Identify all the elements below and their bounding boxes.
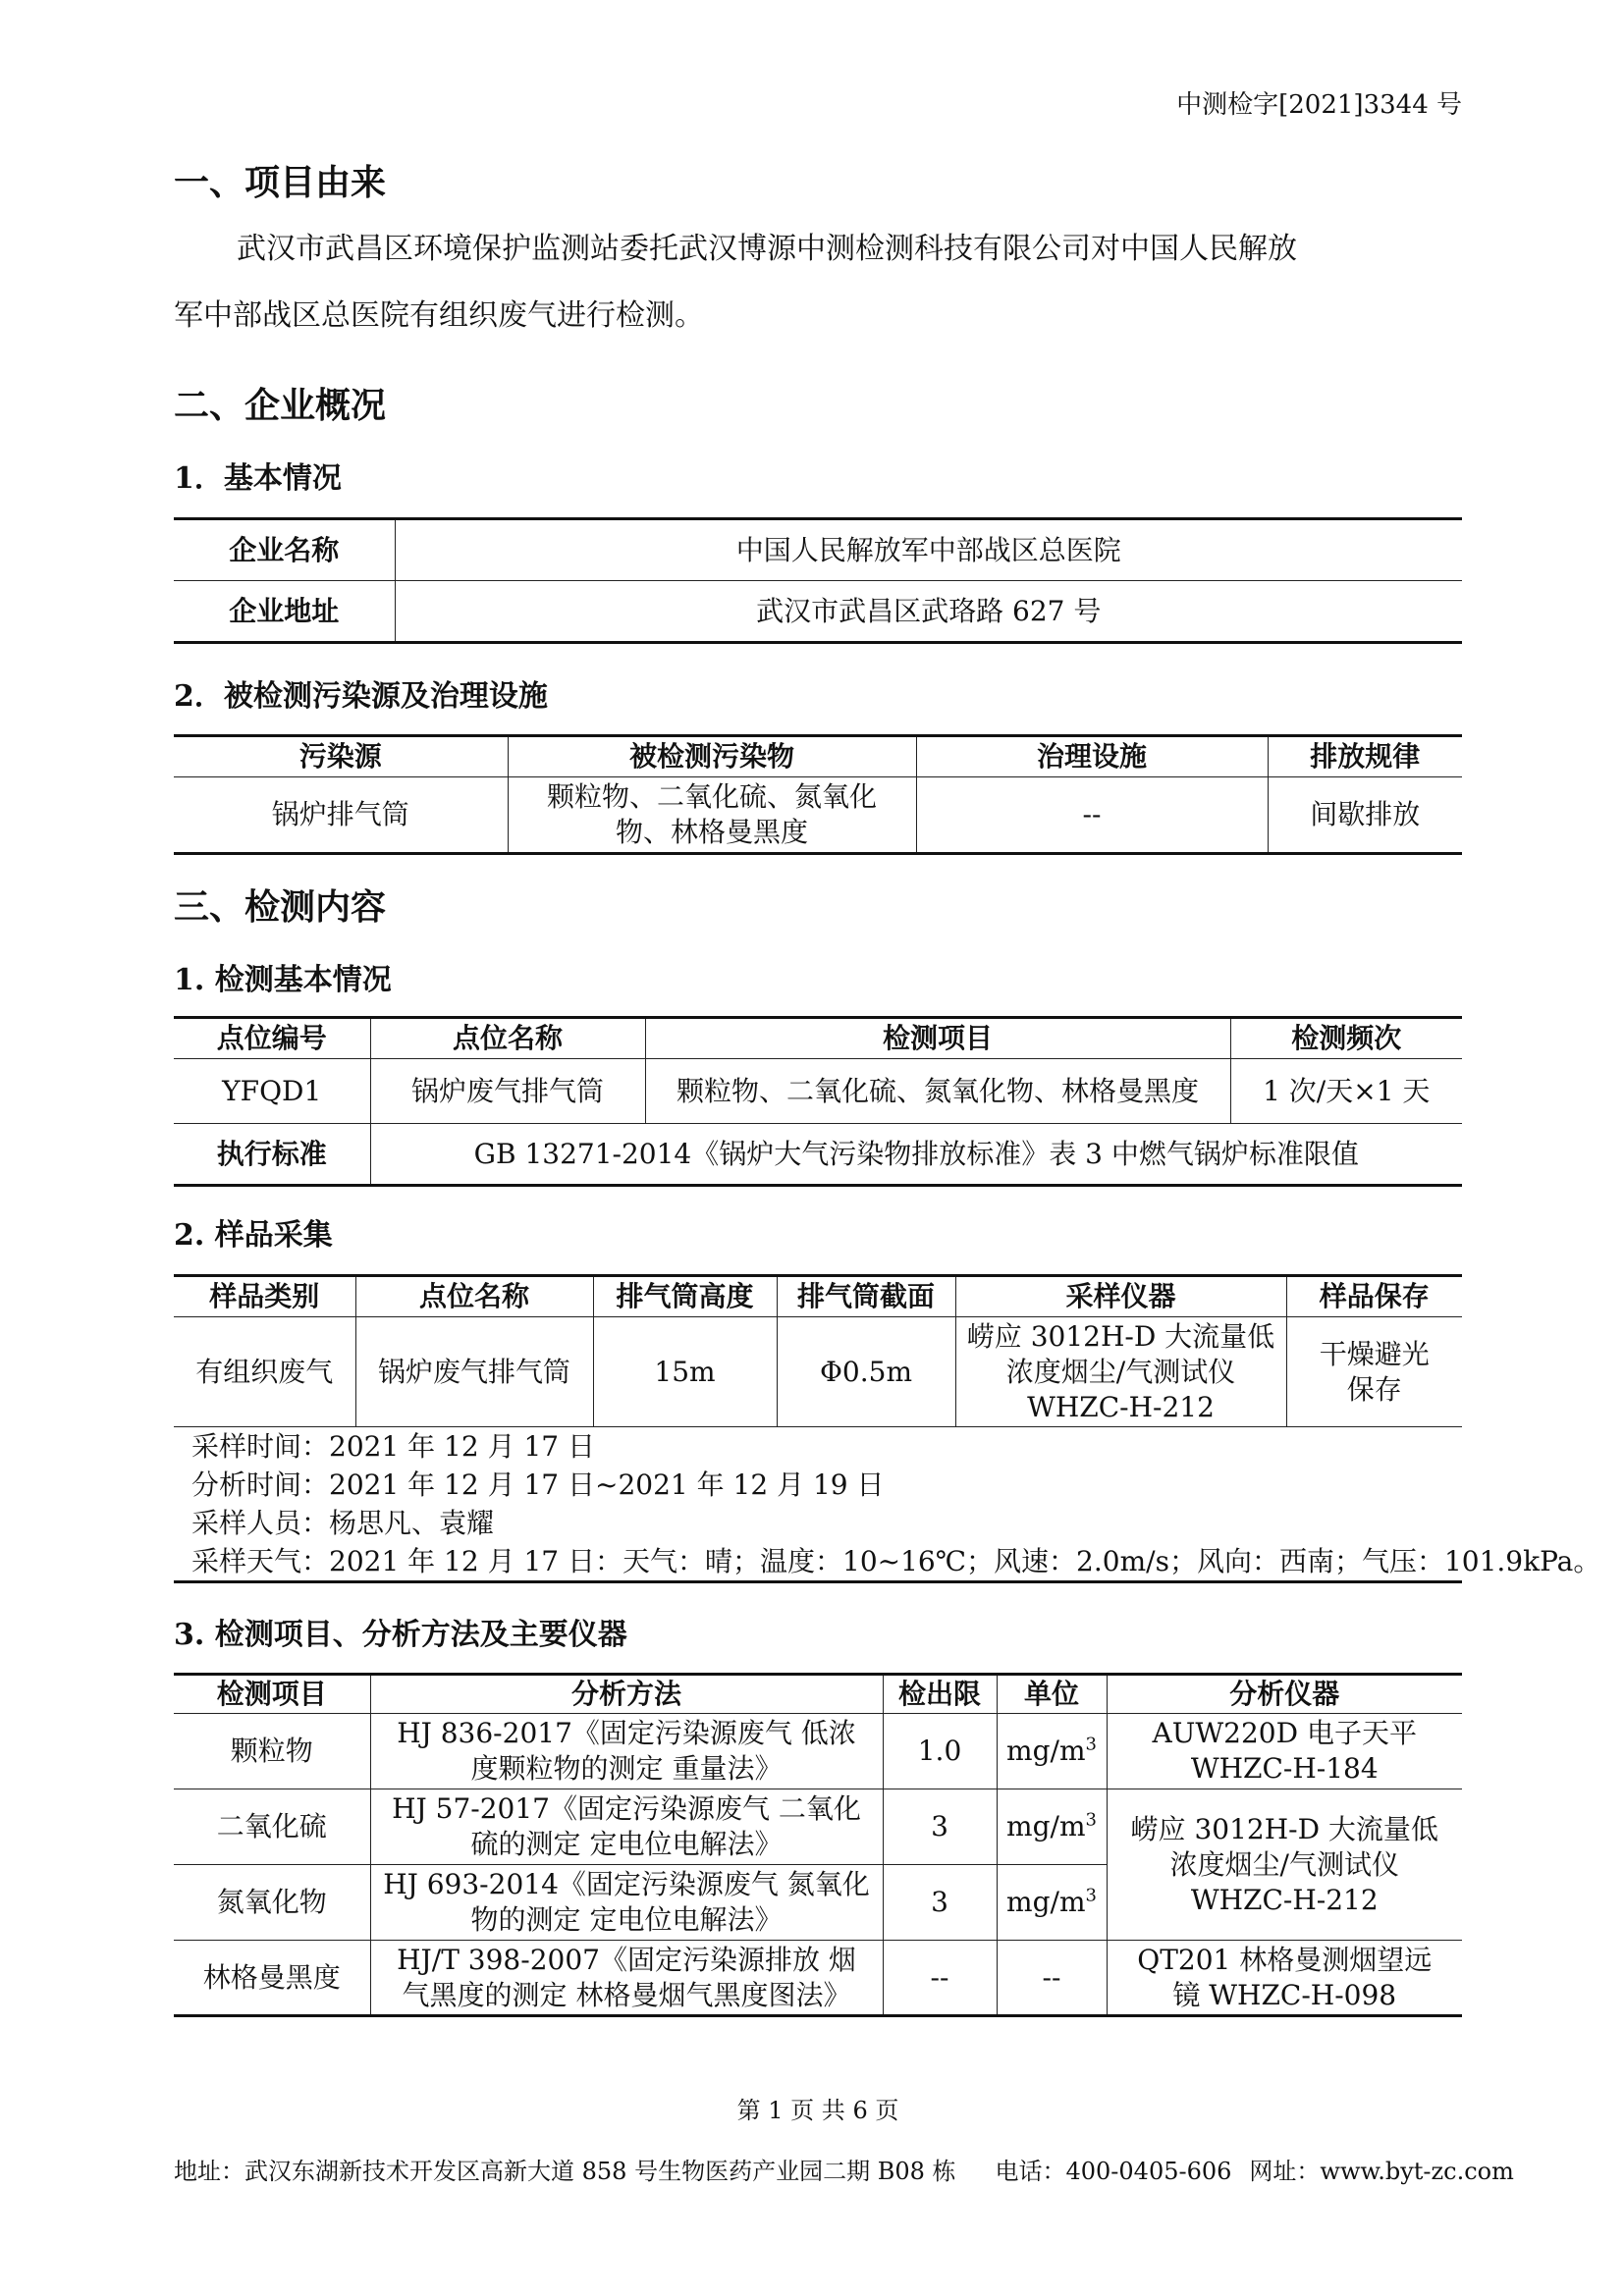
header-sample-category: 样品类别: [174, 1276, 355, 1317]
cell-stack-section: Φ0.5m: [777, 1317, 955, 1427]
sampling-notes: [174, 1427, 1601, 1583]
origin-line-2: 军中部战区总医院有组织废气进行检测。: [174, 298, 704, 333]
report-page: [174, 0, 1601, 2296]
cell-sample-point: 锅炉废气排气筒: [355, 1317, 593, 1427]
standard-label: 执行标准: [174, 1124, 370, 1186]
header-frequency: 检测频次: [1230, 1018, 1462, 1059]
cell-point-code: YFQD1: [174, 1059, 370, 1124]
origin-paragraph: [174, 216, 1462, 349]
table-row: 颗粒物 HJ 836-2017《固定污染源废气 低浓 度颗粒物的测定 重量法》 1.0 $mg/m^3$ AUW220D 电子天平 WHZC-H-184: [174, 1714, 1462, 1789]
enterprise-address-value: 武汉市武昌区武珞路 627 号: [395, 581, 1462, 643]
header-pollution-source: 污染源: [174, 736, 508, 777]
cell-pollution-source: 锅炉排气筒: [174, 777, 508, 854]
cell-sample-storage: 干燥避光 保存: [1286, 1317, 1462, 1427]
footer-phone: 电话：400-0405-606: [995, 2158, 1232, 2185]
header-stack-height: 排气筒高度: [593, 1276, 777, 1317]
header-instrument: 分析仪器: [1107, 1675, 1462, 1714]
detection-basic-table: [174, 1016, 1462, 1187]
enterprise-name-label: 企业名称: [174, 519, 395, 581]
header-point-code: 点位编号: [174, 1018, 370, 1059]
header-method-item: 检测项目: [174, 1675, 370, 1714]
enterprise-name-value: 中国人民解放军中部战区总医院: [395, 519, 1462, 581]
pollution-source-table: [174, 734, 1462, 855]
origin-line-1: 武汉市武昌区环境保护监测站委托武汉博源中测检测科技有限公司对中国人民解放: [237, 232, 1297, 266]
cell-pollutant: 颗粒物、二氧化硫、氮氧化 物、林格曼黑度: [508, 777, 916, 854]
cell-shared-instrument: 崂应 3012H-D 大流量低 浓度烟尘/气测试仪 WHZC-H-212: [1107, 1789, 1462, 1941]
footer-contact: [174, 2152, 1514, 2186]
section-title-content: 三、检测内容: [174, 886, 387, 928]
report-number: 中测检字[2021]3344 号: [1176, 90, 1462, 120]
note-sampling-time: 采样时间：2021 年 12 月 17 日: [191, 1430, 596, 1463]
cell-sample-category: 有组织废气: [174, 1317, 355, 1427]
cell-treatment: --: [916, 777, 1268, 854]
enterprise-address-label: 企业地址: [174, 581, 395, 643]
methods-table: [174, 1673, 1462, 2017]
cell-stack-height: 15m: [593, 1317, 777, 1427]
header-stack-section: 排气筒截面: [777, 1276, 955, 1317]
section-title-origin: 一、项目由来: [174, 162, 387, 203]
table-row: 氮氧化物 HJ 693-2014《固定污染源废气 氮氧化 物的测定 定电位电解法》 3 $mg/m^3$: [174, 1865, 1462, 1941]
footer-address: 地址：武汉东湖新技术开发区高新大道 858 号生物医药产业园二期 B08 栋: [174, 2158, 956, 2185]
cell-detection-items: 颗粒物、二氧化硫、氮氧化物、林格曼黑度: [645, 1059, 1230, 1124]
note-sampling-weather: 采样天气：2021 年 12 月 17 日：天气：晴；温度：10~16℃；风速：2.0m/s；风向：西南；气压：101.9kPa。: [191, 1545, 1601, 1577]
subtitle-basic-info: 1．基本情况: [174, 461, 342, 496]
table-row: 二氧化硫 HJ 57-2017《固定污染源废气 二氧化 硫的测定 定电位电解法》 3 $mg/m^3$ 崂应 3012H-D 大流量低 浓度烟尘/气测试仪 WHZC-H-212: [174, 1789, 1462, 1865]
header-unit: 单位: [997, 1675, 1107, 1714]
cell-discharge: 间歇排放: [1268, 777, 1462, 854]
section-title-overview: 二、企业概况: [174, 385, 387, 426]
cell-frequency: 1 次/天×1 天: [1230, 1059, 1462, 1124]
header-detection-limit: 检出限: [883, 1675, 997, 1714]
header-discharge: 排放规律: [1268, 736, 1462, 777]
basic-info-table: [174, 517, 1462, 644]
sampling-table: [174, 1274, 1462, 1427]
note-sampling-staff: 采样人员：杨思凡、袁耀: [191, 1507, 495, 1539]
page-number: 第 1 页 共 6 页: [736, 2097, 899, 2124]
header-sample-storage: 样品保存: [1286, 1276, 1462, 1317]
header-pollutant: 被检测污染物: [508, 736, 916, 777]
cell-sampling-instrument: 崂应 3012H-D 大流量低 浓度烟尘/气测试仪 WHZC-H-212: [955, 1317, 1286, 1427]
header-sample-point: 点位名称: [355, 1276, 593, 1317]
header-method: 分析方法: [370, 1675, 883, 1714]
standard-value: GB 13271-2014《锅炉大气污染物排放标准》表 3 中燃气锅炉标准限值: [370, 1124, 1462, 1186]
header-treatment: 治理设施: [916, 736, 1268, 777]
note-analysis-time: 分析时间：2021 年 12 月 17 日~2021 年 12 月 19 日: [191, 1468, 885, 1501]
header-point-name: 点位名称: [370, 1018, 645, 1059]
subtitle-sampling: 2. 样品采集: [174, 1218, 333, 1253]
cell-point-name: 锅炉废气排气筒: [370, 1059, 645, 1124]
subtitle-detection-basic: 1. 检测基本情况: [174, 963, 392, 997]
table-row: 林格曼黑度 HJ/T 398-2007《固定污染源排放 烟 气黑度的测定 林格曼烟气黑度图法》 -- -- QT201 林格曼测烟望远 镜 WHZC-H-098: [174, 1941, 1462, 2016]
subtitle-methods: 3. 检测项目、分析方法及主要仪器: [174, 1618, 627, 1652]
header-detection-items: 检测项目: [645, 1018, 1230, 1059]
header-sampling-instrument: 采样仪器: [955, 1276, 1286, 1317]
subtitle-pollution-source: 2．被检测污染源及治理设施: [174, 679, 548, 714]
footer-website: 网址：www.byt-zc.com: [1249, 2158, 1514, 2185]
